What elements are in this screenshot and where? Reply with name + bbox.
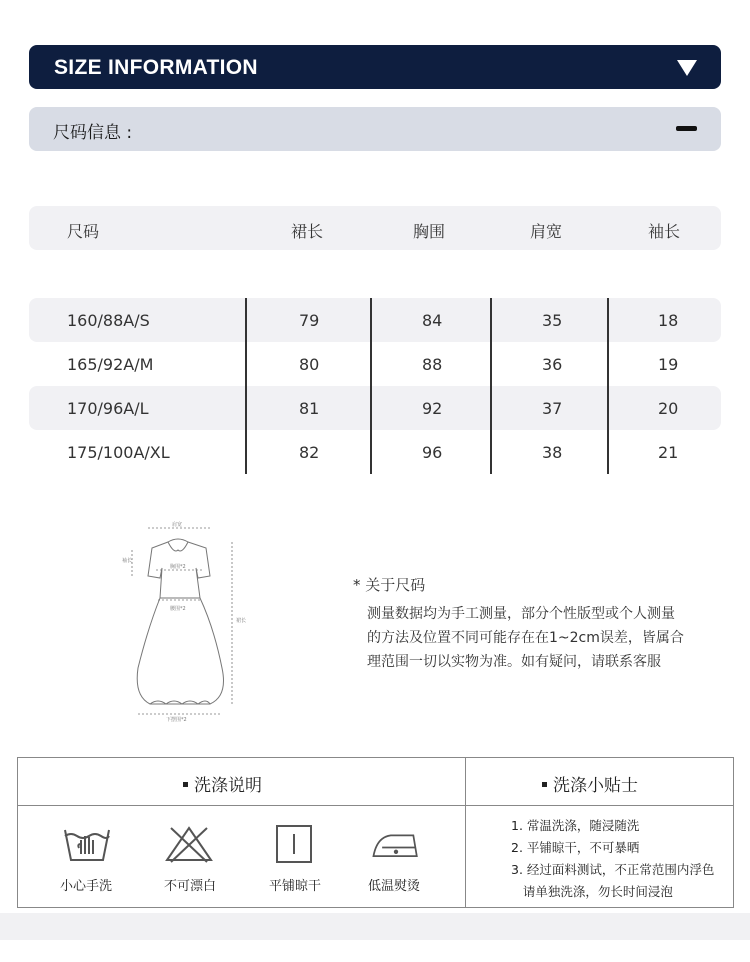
bullet-icon bbox=[542, 782, 547, 787]
cell-sleeve: 21 bbox=[658, 443, 679, 462]
cell-chest: 96 bbox=[422, 443, 443, 462]
care-divider bbox=[18, 805, 733, 806]
header-chest: 胸围 bbox=[413, 222, 446, 241]
cell-chest: 84 bbox=[422, 311, 443, 330]
size-note-body bbox=[367, 602, 712, 674]
column-divider bbox=[370, 298, 372, 474]
cell-chest: 88 bbox=[422, 355, 443, 374]
hand-wash-icon bbox=[61, 824, 113, 864]
no-bleach-label: 不可漂白 bbox=[164, 879, 217, 894]
header-shoulder: 肩宽 bbox=[530, 222, 563, 241]
size-note-heading: * 关于尺码 bbox=[353, 576, 426, 594]
cell-size: 165/92A/M bbox=[67, 355, 154, 374]
triangle-down-icon[interactable] bbox=[677, 60, 697, 76]
figure-label-shoulder: 肩宽 bbox=[172, 522, 183, 528]
cell-length: 79 bbox=[299, 311, 320, 330]
column-divider bbox=[607, 298, 609, 474]
cell-size: 170/96A/L bbox=[67, 399, 149, 418]
cell-sleeve: 20 bbox=[658, 399, 679, 418]
size-note-line: 测量数据均为手工测量，部分个性版型或个人测量 bbox=[367, 606, 675, 622]
tip-item: 1. 常温洗涤，随浸随洗 bbox=[511, 818, 640, 833]
cell-size: 160/88A/S bbox=[67, 311, 150, 330]
header-size: 尺码 bbox=[67, 222, 100, 241]
low-iron-label: 低温熨烫 bbox=[368, 879, 421, 894]
hand-wash-label: 小心手洗 bbox=[60, 879, 113, 894]
tip-item: 3. 经过面料测试，不正常范围内浮色 bbox=[511, 862, 715, 877]
no-bleach-icon bbox=[163, 824, 215, 864]
cell-chest: 92 bbox=[422, 399, 443, 418]
tip-item: 请单独洗涤，勿长时间浸泡 bbox=[511, 884, 673, 899]
cell-sleeve: 19 bbox=[658, 355, 679, 374]
wash-instructions-title: 洗涤说明 bbox=[183, 771, 262, 796]
header-sleeve: 袖长 bbox=[648, 222, 681, 241]
cell-shoulder: 38 bbox=[542, 443, 563, 462]
figure-label-waist: 腰围*2 bbox=[170, 606, 186, 612]
size-table-header bbox=[29, 206, 721, 250]
table-row bbox=[29, 430, 721, 474]
dry-flat-label: 平铺晾干 bbox=[269, 879, 322, 894]
table-row bbox=[29, 342, 721, 386]
figure-label-length: 裙长 bbox=[236, 618, 247, 624]
cell-length: 82 bbox=[299, 443, 320, 462]
subbar-title: 尺码信息 : bbox=[53, 123, 133, 143]
wash-tips-list bbox=[511, 815, 714, 903]
cell-size: 175/100A/XL bbox=[67, 443, 170, 462]
size-info-subbar[interactable] bbox=[29, 107, 721, 151]
tip-item: 2. 平铺晾干，不可暴晒 bbox=[511, 840, 640, 855]
figure-label-chest: 胸围*2 bbox=[170, 564, 186, 570]
wash-tips-title: 洗涤小贴士 bbox=[542, 771, 638, 796]
cell-shoulder: 36 bbox=[542, 355, 563, 374]
cell-length: 80 bbox=[299, 355, 320, 374]
table-row bbox=[29, 298, 721, 342]
table-row bbox=[29, 386, 721, 430]
column-divider bbox=[490, 298, 492, 474]
care-instructions-box bbox=[17, 757, 734, 908]
figure-label-hem: 下摆围*2 bbox=[166, 717, 187, 723]
cell-sleeve: 18 bbox=[658, 311, 679, 330]
column-divider bbox=[245, 298, 247, 474]
cell-shoulder: 37 bbox=[542, 399, 563, 418]
size-note-line: 的方法及位置不同可能存在在1~2cm误差，皆属合 bbox=[367, 630, 684, 646]
minus-icon[interactable] bbox=[676, 126, 697, 131]
figure-label-sleeve: 袖长 bbox=[122, 558, 133, 564]
bullet-icon bbox=[183, 782, 188, 787]
dry-flat-icon bbox=[268, 824, 320, 864]
banner-title: SIZE INFORMATION bbox=[54, 56, 258, 79]
size-note-line: 理范围一切以实物为准。如有疑问，请联系客服 bbox=[367, 654, 661, 670]
care-divider bbox=[465, 758, 466, 907]
cell-shoulder: 35 bbox=[542, 311, 563, 330]
header-length: 裙长 bbox=[291, 222, 324, 241]
size-info-banner[interactable] bbox=[29, 45, 721, 89]
footer-band bbox=[0, 913, 750, 940]
dress-measurement-figure bbox=[110, 518, 260, 723]
low-iron-icon bbox=[370, 824, 422, 864]
cell-length: 81 bbox=[299, 399, 320, 418]
